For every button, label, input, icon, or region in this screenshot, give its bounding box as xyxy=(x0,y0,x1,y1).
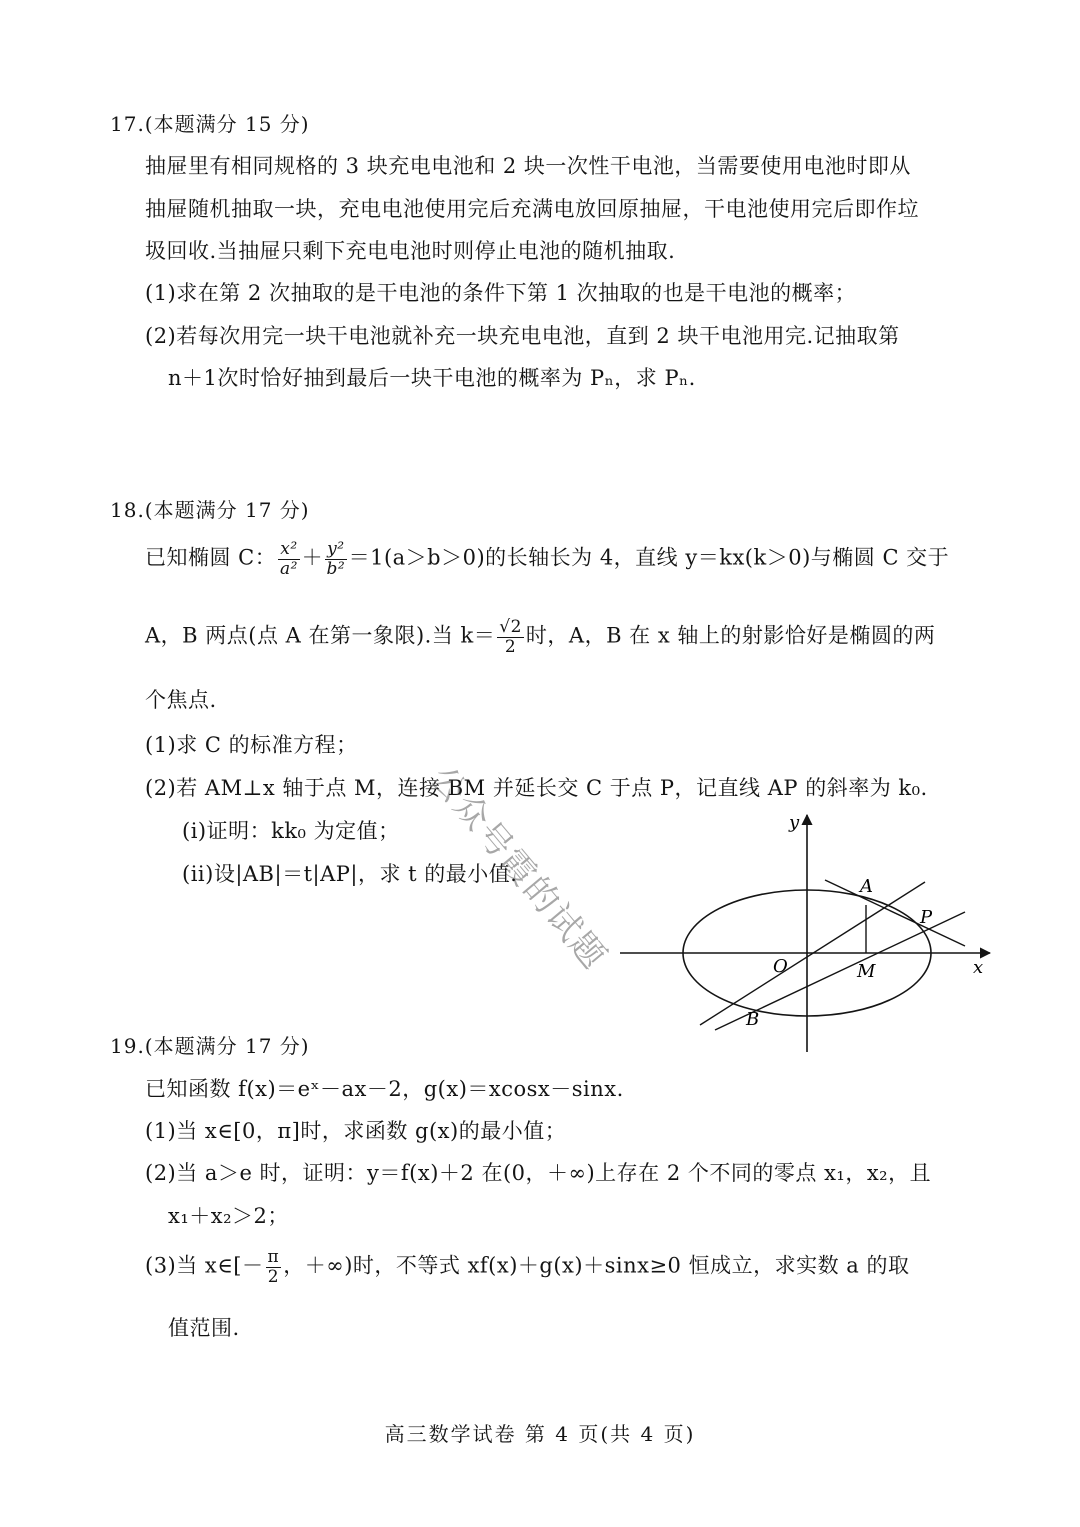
question-18-title: 18.(本题满分 17 分) xyxy=(110,498,310,522)
q18-text-line-3: 个焦点. xyxy=(145,688,217,712)
ellipse-figure xyxy=(615,810,995,1055)
q19-part-3-line-2: 值范围. xyxy=(168,1316,240,1340)
fraction-numerator: π xyxy=(267,1247,280,1267)
line-ap xyxy=(825,880,965,946)
label-y: y xyxy=(789,812,800,833)
label-p: P xyxy=(920,907,933,928)
q18-line1-prefix: 已知椭圆 C： xyxy=(145,545,277,570)
q19-part-2-line-1: (2)当 a＞e 时，证明：y＝f(x)＋2 在(0，＋∞)上存在 2 个不同的零点 x₁，x₂，且 xyxy=(145,1161,932,1185)
label-b: B xyxy=(746,1009,760,1030)
label-o: O xyxy=(773,956,788,977)
fraction-denominator: b² xyxy=(326,558,346,579)
label-a: A xyxy=(860,876,873,897)
q18-line1-suffix: ＝1(a＞b＞0)的长轴长为 4，直线 y＝kx(k＞0)与椭圆 C 交于 xyxy=(348,545,950,570)
q19-part-1: (1)当 x∈[0，π]时，求函数 g(x)的最小值； xyxy=(145,1119,567,1143)
q18-part-1: (1)求 C 的标准方程； xyxy=(145,733,358,757)
q17-part-2-line-1: (2)若每次用完一块干电池就补充一块充电电池，直到 2 块干电池用完.记抽取第 xyxy=(145,324,900,348)
question-19-title: 19.(本题满分 17 分) xyxy=(110,1034,310,1058)
q17-part-2-line-2: n＋1次时恰好抽到最后一块干电池的概率为 Pₙ，求 Pₙ. xyxy=(168,366,696,390)
fraction-pi-2 xyxy=(266,1248,282,1286)
fraction-numerator: √2 xyxy=(499,617,522,637)
q18-part-2-i: (i)证明：kk₀ 为定值； xyxy=(182,819,400,843)
fraction-y2-b2 xyxy=(325,540,346,578)
q19-part-3-line-1 xyxy=(145,1248,909,1286)
label-m: M xyxy=(857,961,876,982)
label-x: x xyxy=(973,957,984,978)
q17-text-line-1: 抽屉里有相同规格的 3 块充电电池和 2 块一次性干电池，当需要使用电池时即从 xyxy=(145,154,911,178)
q19-text-line-1: 已知函数 f(x)＝eˣ－ax－2，g(x)＝xcosx－sinx. xyxy=(145,1077,624,1101)
q17-part-1: (1)求在第 2 次抽取的是干电池的条件下第 1 次抽取的也是干电池的概率； xyxy=(145,281,857,305)
fraction-numerator: y² xyxy=(327,539,345,559)
page-footer: 高三数学试卷 第 4 页(共 4 页) xyxy=(384,1422,696,1446)
q18-text-line-1 xyxy=(145,540,949,578)
q18-part-2: (2)若 AM⊥x 轴于点 M，连接 BM 并延长交 C 于点 P，记直线 AP 的斜率为 k₀. xyxy=(145,776,928,800)
fraction-x2-a2 xyxy=(278,540,299,578)
fraction-numerator: x² xyxy=(280,539,298,559)
q18-text-line-2 xyxy=(145,618,935,656)
q18-part-2-ii: (ii)设|AB|＝t|AP|，求 t 的最小值. xyxy=(182,862,518,886)
q19-part3-suffix: ，＋∞)时，不等式 xf(x)＋g(x)＋sinx≥0 恒成立，求实数 a 的取 xyxy=(283,1253,910,1278)
fraction-denominator: a² xyxy=(279,558,298,579)
q18-line2-prefix: A，B 两点(点 A 在第一象限).当 k＝ xyxy=(145,623,496,648)
plus-sign: ＋ xyxy=(301,545,324,570)
q18-line2-suffix: 时，A，B 在 x 轴上的射影恰好是椭圆的两 xyxy=(525,623,936,648)
fraction-denominator: 2 xyxy=(504,636,517,657)
q17-text-line-3: 圾回收.当抽屉只剩下充电电池时则停止电池的随机抽取. xyxy=(145,239,676,263)
fraction-sqrt2-2 xyxy=(497,618,524,656)
question-17-title: 17.(本题满分 15 分) xyxy=(110,112,310,136)
watermark: 公众号霞的试题 xyxy=(421,758,615,978)
q19-part-2-line-2: x₁＋x₂＞2； xyxy=(168,1204,289,1228)
q19-part3-prefix: (3)当 x∈[－ xyxy=(145,1253,264,1278)
q17-text-line-2: 抽屉随机抽取一块，充电电池使用完后充满电放回原抽屉，干电池使用完后即作垃 xyxy=(145,197,919,221)
fraction-denominator: 2 xyxy=(267,1266,280,1287)
